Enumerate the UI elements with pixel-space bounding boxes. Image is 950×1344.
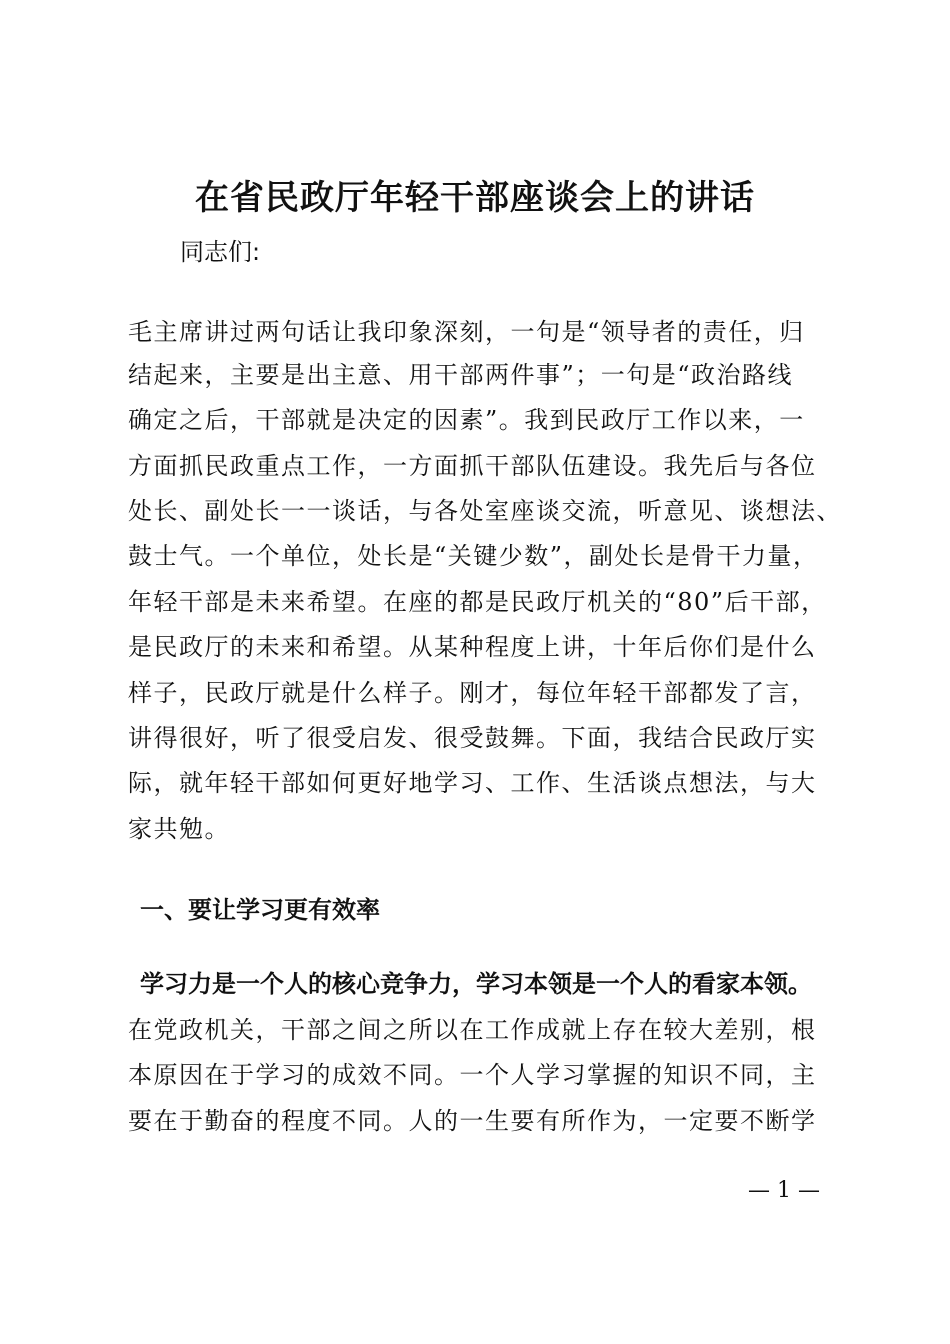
paragraph-line: 际，就年轻干部如何更好地学习、工作、生活谈点想法，与大 [128, 769, 817, 797]
paragraph-line: 要在于勤奋的程度不同。人的一生要有所作为，一定要不断学 [128, 1107, 817, 1135]
paragraph-line: 本原因在于学习的成效不同。一个人学习掌握的知识不同，主 [128, 1061, 817, 1089]
paragraph-line: 讲得很好，听了很受启发、很受鼓舞。下面，我结合民政厅实 [128, 724, 817, 752]
paragraph-line: 确定之后，干部就是决定的因素”。我到民政厅工作以来，一 [128, 406, 805, 434]
section-lead-sentence: 学习力是一个人的核心竞争力，学习本领是一个人的看家本领。 [140, 970, 812, 998]
paragraph-line: 处长、副处长一一谈话，与各处室座谈交流，听意见、谈想法、 [128, 497, 842, 525]
paragraph-line: 年轻干部是未来希望。在座的都是民政厅机关的“80”后干部， [128, 588, 827, 616]
paragraph-line: 样子，民政厅就是什么样子。刚才，每位年轻干部都发了言， [128, 679, 817, 707]
paragraph-line: 鼓士气。一个单位，处长是“关键少数”，副处长是骨干力量， [128, 542, 819, 570]
document-title: 在省民政厅年轻干部座谈会上的讲话 [195, 178, 755, 218]
paragraph-line: 方面抓民政重点工作，一方面抓干部队伍建设。我先后与各位 [128, 452, 817, 480]
paragraph-line: 结起来，主要是出主意、用干部两件事”；一句是“政治路线 [128, 361, 794, 389]
page-number: — 1 — [748, 1178, 820, 1203]
section-heading: 一、要让学习更有效率 [140, 896, 380, 924]
paragraph-line: 毛主席讲过两句话让我印象深刻，一句是“领导者的责任，归 [128, 318, 805, 346]
paragraph-line: 是民政厅的未来和希望。从某种程度上讲，十年后你们是什么 [128, 633, 817, 661]
salutation: 同志们: [180, 238, 261, 266]
paragraph-line: 家共勉。 [128, 815, 230, 843]
paragraph-line: 在党政机关，干部之间之所以在工作成就上存在较大差别，根 [128, 1016, 817, 1044]
